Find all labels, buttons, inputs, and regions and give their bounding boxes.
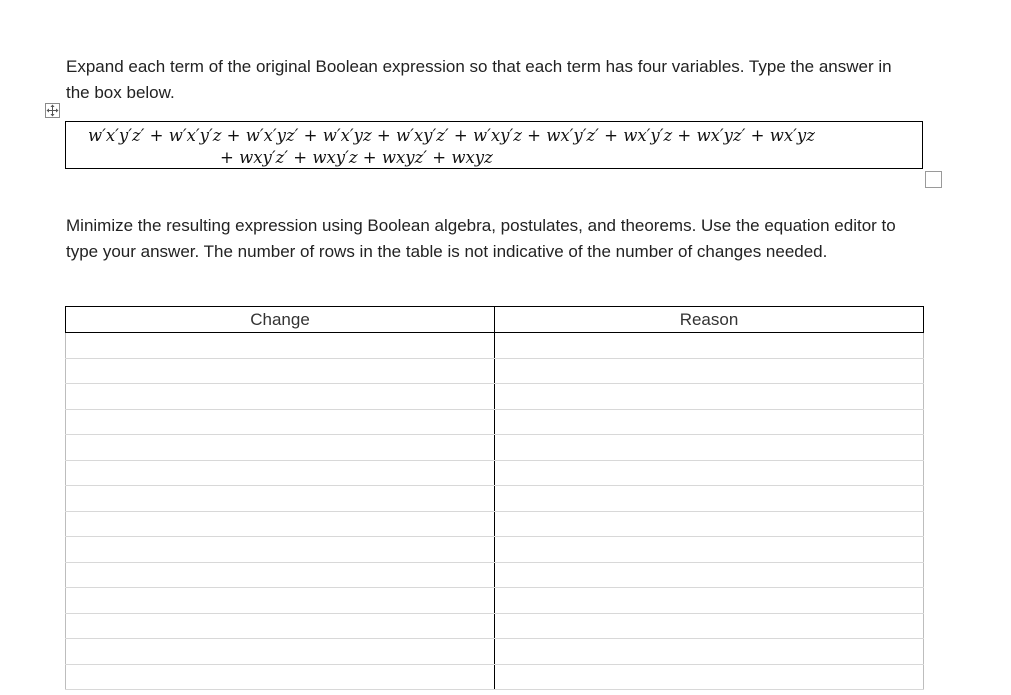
move-arrows-icon[interactable] <box>45 103 60 118</box>
reason-cell[interactable] <box>495 435 924 461</box>
reason-cell[interactable] <box>495 511 924 537</box>
table-header-row <box>66 307 924 333</box>
reason-cell[interactable] <box>495 562 924 588</box>
table-row <box>66 562 924 588</box>
reason-cell[interactable] <box>495 384 924 410</box>
change-cell[interactable] <box>66 588 495 614</box>
table-row <box>66 537 924 563</box>
change-cell[interactable] <box>66 435 495 461</box>
change-cell[interactable] <box>66 333 495 359</box>
expand-instruction: Expand each term of the original Boolean expression so that each term has four variables. Type the answer in the box below. <box>66 57 892 102</box>
table-row <box>66 384 924 410</box>
change-cell[interactable] <box>66 537 495 563</box>
change-reason-table <box>65 306 924 690</box>
table-row <box>66 486 924 512</box>
change-cell[interactable] <box>66 562 495 588</box>
reason-cell[interactable] <box>495 460 924 486</box>
reason-cell[interactable] <box>495 486 924 512</box>
reason-cell[interactable] <box>495 588 924 614</box>
expression-line-2: + wxy′z′ + wxy′z + wxyz′ + wxyz <box>220 148 493 167</box>
table-row <box>66 664 924 690</box>
change-cell[interactable] <box>66 460 495 486</box>
change-column-header: Change <box>66 307 495 333</box>
reason-column-header: Reason <box>495 307 924 333</box>
table-row <box>66 511 924 537</box>
change-cell[interactable] <box>66 384 495 410</box>
resize-square-icon[interactable] <box>925 171 942 188</box>
change-cell[interactable] <box>66 486 495 512</box>
reason-cell[interactable] <box>495 664 924 690</box>
change-cell[interactable] <box>66 358 495 384</box>
table-row <box>66 460 924 486</box>
change-cell[interactable] <box>66 409 495 435</box>
table-row <box>66 435 924 461</box>
change-cell[interactable] <box>66 664 495 690</box>
table-row <box>66 409 924 435</box>
reason-cell[interactable] <box>495 639 924 665</box>
expression-line-1: w′x′y′z′ + w′x′y′z + w′x′yz′ + w′x′yz + w′xy′z′ + w′xy′z + wx′y′z′ + wx′y′z + wx′yz′ + wx′yz <box>88 126 815 145</box>
change-cell[interactable] <box>66 613 495 639</box>
reason-cell[interactable] <box>495 333 924 359</box>
minimize-instruction: Minimize the resulting expression using Boolean algebra, postulates, and theorems. Use the equation editor to type your answer. The number of rows in the table is not indicative of the number of changes needed. <box>66 216 896 261</box>
change-cell[interactable] <box>66 639 495 665</box>
reason-cell[interactable] <box>495 358 924 384</box>
table-row <box>66 639 924 665</box>
table-row <box>66 588 924 614</box>
expanded-expression-box[interactable] <box>65 121 923 169</box>
reason-cell[interactable] <box>495 537 924 563</box>
table-row <box>66 358 924 384</box>
table-row <box>66 333 924 359</box>
reason-cell[interactable] <box>495 409 924 435</box>
change-cell[interactable] <box>66 511 495 537</box>
table-row <box>66 613 924 639</box>
reason-cell[interactable] <box>495 613 924 639</box>
